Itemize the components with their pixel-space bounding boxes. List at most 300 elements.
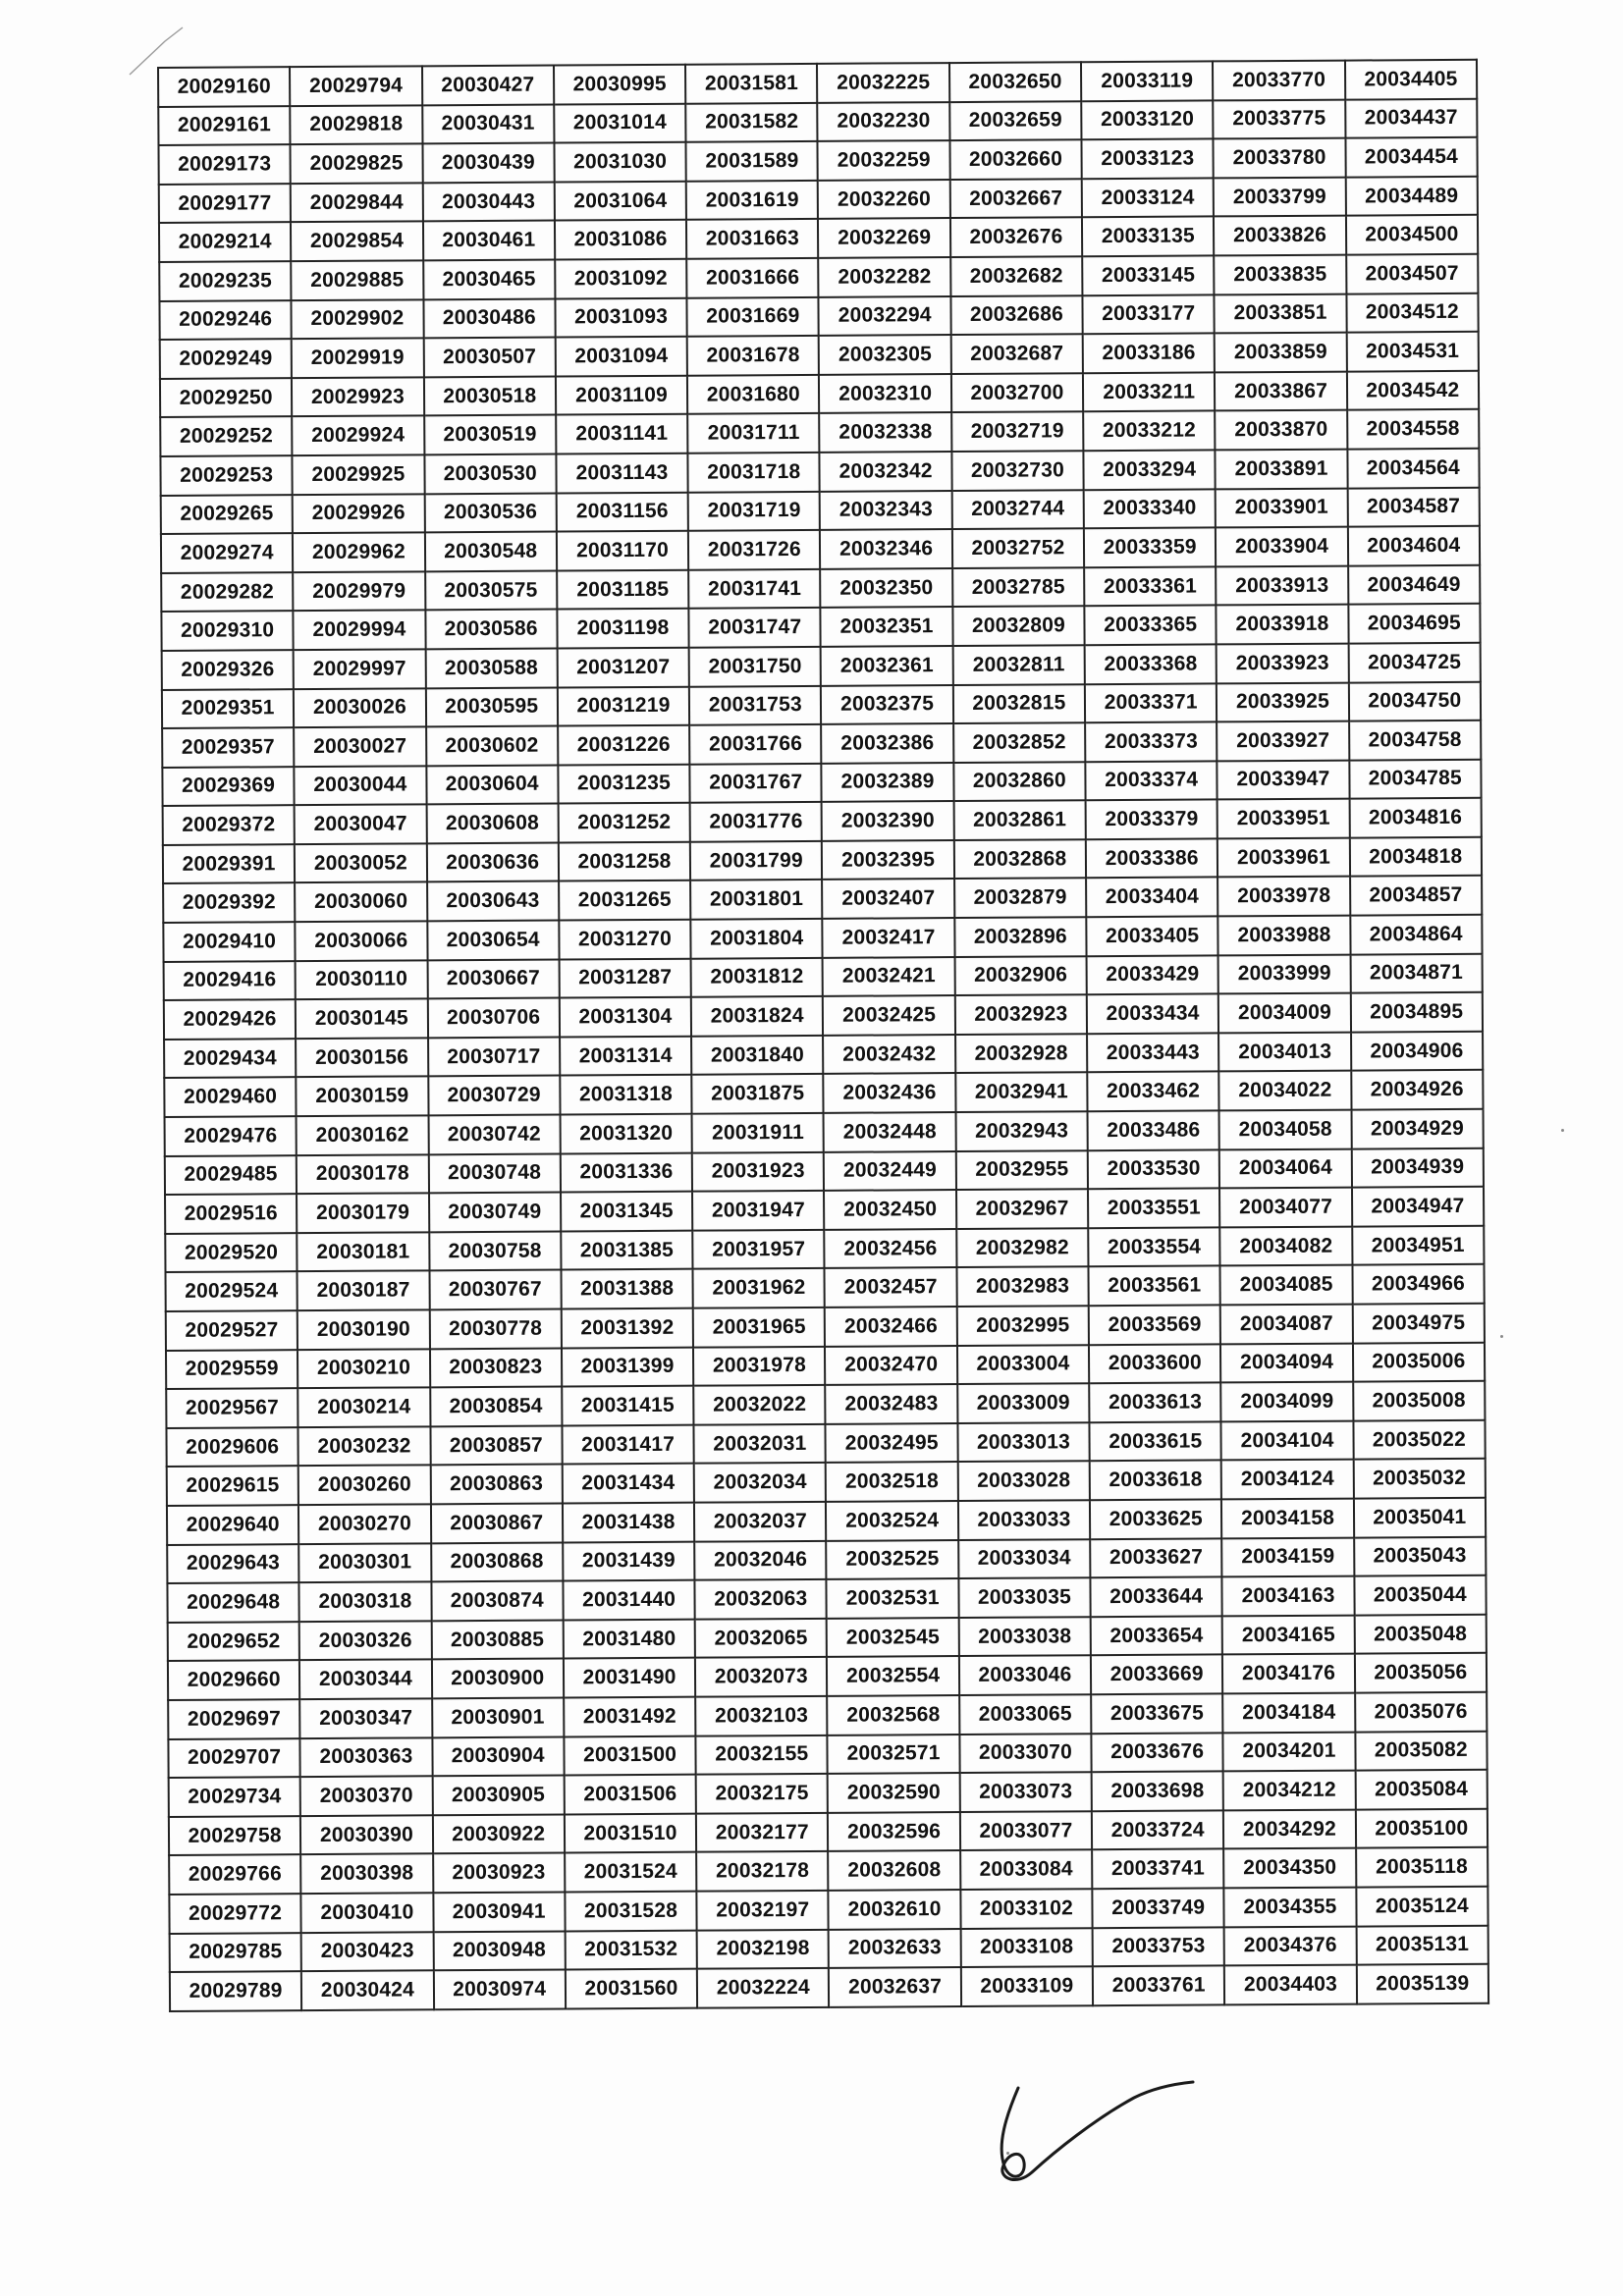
roll-number-cell: 20035043	[1354, 1536, 1487, 1575]
roll-number-cell: 20032342	[820, 452, 952, 491]
roll-number-cell: 20033120	[1081, 100, 1214, 139]
roll-number-cell: 20032596	[828, 1812, 960, 1851]
roll-number-cell: 20029643	[167, 1544, 299, 1583]
roll-number-cell: 20031399	[562, 1347, 694, 1386]
roll-number-cell: 20035124	[1356, 1887, 1488, 1926]
roll-number-cell: 20030854	[430, 1387, 563, 1426]
roll-number-cell: 20032386	[822, 723, 954, 763]
roll-number-cell: 20031581	[685, 64, 818, 103]
roll-number-cell: 20030507	[423, 338, 556, 377]
roll-number-cell: 20032305	[819, 335, 951, 374]
roll-number-cell: 20033135	[1082, 217, 1215, 256]
roll-number-cell: 20033826	[1214, 216, 1346, 255]
roll-number-cell: 20032425	[823, 995, 955, 1035]
roll-number-cell: 20033070	[959, 1734, 1092, 1773]
roll-number-cell: 20033770	[1213, 61, 1345, 100]
roll-number-cell: 20031923	[692, 1151, 825, 1191]
roll-number-cell: 20033961	[1217, 837, 1350, 877]
roll-number-cell: 20030318	[299, 1581, 432, 1621]
roll-number-cell: 20031434	[563, 1464, 695, 1503]
roll-number-cell: 20030162	[297, 1115, 429, 1154]
roll-number-cell: 20029979	[293, 571, 425, 611]
roll-number-cell: 20029177	[159, 184, 292, 223]
roll-number-cell: 20030179	[297, 1194, 429, 1233]
roll-number-cell: 20033741	[1092, 1849, 1224, 1889]
roll-number-cell: 20030443	[422, 182, 555, 221]
roll-number-cell: 20034939	[1351, 1148, 1484, 1187]
roll-number-cell: 20031666	[686, 258, 819, 297]
roll-number-cell: 20033359	[1084, 528, 1217, 567]
roll-number-cell: 20031388	[561, 1269, 693, 1308]
roll-number-cell: 20030758	[429, 1231, 562, 1270]
roll-number-cell: 20031336	[561, 1152, 693, 1192]
roll-number-cell: 20031109	[556, 375, 688, 414]
roll-number-cell: 20030145	[296, 999, 428, 1039]
roll-number-cell: 20029416	[164, 961, 297, 1000]
roll-number-cell: 20031064	[555, 181, 687, 220]
roll-number-cell: 20032495	[826, 1423, 958, 1463]
roll-number-cell: 20031235	[558, 764, 690, 803]
roll-number-cell: 20031776	[690, 802, 823, 841]
roll-number-cell: 20034695	[1348, 604, 1481, 643]
roll-number-cell: 20031156	[557, 492, 689, 531]
roll-number-cell: 20034201	[1223, 1732, 1356, 1771]
roll-number-cell: 20034159	[1222, 1537, 1355, 1576]
roll-number-cell: 20033365	[1084, 606, 1217, 645]
roll-number-cell: 20031439	[563, 1541, 695, 1580]
roll-number-cell: 20033386	[1086, 838, 1218, 878]
roll-number-cell: 20033374	[1085, 761, 1217, 800]
roll-number-cell: 20030901	[432, 1697, 565, 1736]
roll-number-cell: 20034437	[1345, 98, 1478, 137]
roll-number-cell: 20034099	[1221, 1382, 1354, 1421]
roll-number-cell: 20031726	[688, 530, 821, 569]
roll-number-cell: 20029434	[164, 1039, 297, 1078]
roll-number-cell: 20033077	[960, 1811, 1093, 1850]
roll-number-cell: 20034087	[1220, 1305, 1353, 1344]
roll-number-cell: 20032470	[825, 1346, 957, 1385]
roll-number-cell: 20032545	[827, 1618, 959, 1657]
roll-number-cell: 20032809	[952, 607, 1085, 646]
roll-number-cell: 20029410	[163, 922, 296, 961]
roll-number-cell: 20032687	[950, 334, 1083, 373]
roll-number-cell: 20032417	[823, 918, 955, 957]
roll-number-cell: 20030232	[298, 1426, 431, 1466]
roll-number-cell: 20031560	[566, 1969, 698, 2008]
roll-number-cell: 20030190	[298, 1309, 430, 1349]
roll-number-cell: 20033361	[1084, 566, 1217, 606]
roll-number-cell: 20030885	[431, 1620, 564, 1659]
roll-number-cell: 20033851	[1215, 294, 1347, 333]
roll-number-cell: 20033835	[1215, 255, 1347, 294]
roll-number-cell: 20032610	[829, 1890, 961, 1929]
roll-number-cell: 20032659	[949, 101, 1082, 140]
roll-number-cell: 20030717	[428, 1037, 561, 1076]
roll-number-cell: 20031270	[559, 920, 691, 959]
roll-number-cell: 20033486	[1088, 1110, 1220, 1149]
roll-number-cell: 20030857	[430, 1425, 563, 1465]
roll-number-cell: 20033028	[957, 1462, 1090, 1501]
roll-number-cell: 20029854	[291, 222, 423, 261]
roll-number-cell: 20031506	[565, 1775, 697, 1814]
roll-number-cell: 20031086	[555, 220, 687, 259]
roll-number-cell: 20029357	[162, 727, 295, 767]
roll-number-cell: 20029640	[167, 1505, 299, 1544]
roll-number-cell: 20032719	[951, 412, 1084, 452]
roll-number-cell: 20033761	[1093, 1965, 1225, 2004]
roll-number-cell: 20033904	[1216, 527, 1348, 566]
roll-number-cell: 20032343	[820, 491, 952, 530]
roll-number-cell: 20034871	[1350, 953, 1483, 992]
roll-number-cell: 20033780	[1214, 138, 1346, 178]
roll-number-cell: 20032395	[822, 840, 954, 880]
roll-number-cell: 20032073	[695, 1657, 828, 1696]
roll-number-cell: 20033108	[960, 1928, 1093, 1967]
roll-number-cell: 20033145	[1082, 255, 1215, 294]
roll-number-cell: 20032390	[822, 801, 954, 840]
roll-number-cell: 20032448	[824, 1112, 956, 1151]
roll-number-cell: 20032361	[821, 646, 953, 685]
roll-number-cell: 20034966	[1352, 1264, 1485, 1304]
roll-number-cell: 20029902	[292, 299, 424, 339]
roll-number-cell: 20033009	[957, 1383, 1090, 1422]
roll-number-cell: 20029697	[168, 1699, 300, 1738]
roll-number-cell: 20035139	[1357, 1964, 1489, 2003]
roll-number-cell: 20033901	[1216, 488, 1348, 527]
roll-number-cell: 20029789	[170, 1971, 302, 2010]
roll-number-cell: 20031965	[693, 1308, 826, 1347]
roll-number-cell: 20034542	[1347, 371, 1480, 410]
roll-number-cell: 20033123	[1082, 139, 1215, 179]
roll-number-cell: 20034500	[1346, 215, 1479, 254]
roll-number-cell: 20029250	[160, 378, 293, 417]
roll-number-cell: 20032456	[825, 1229, 957, 1268]
roll-number-cell: 20029818	[291, 105, 423, 144]
roll-number-cell: 20029391	[163, 844, 296, 883]
roll-number-cell: 20035100	[1356, 1808, 1488, 1847]
roll-number-cell: 20033429	[1087, 955, 1219, 994]
roll-number-cell: 20030026	[294, 688, 426, 727]
roll-number-cell: 20032860	[953, 762, 1086, 801]
roll-number-cell: 20032571	[828, 1735, 960, 1774]
roll-number-cell: 20034558	[1347, 409, 1480, 449]
roll-number-cell: 20031978	[693, 1346, 826, 1385]
roll-number-cell: 20031500	[564, 1735, 696, 1775]
roll-number-cell: 20029962	[293, 532, 425, 571]
roll-number-cell: 20032815	[953, 684, 1086, 723]
roll-number-cell: 20034816	[1349, 798, 1482, 837]
roll-number-cell: 20030052	[295, 843, 427, 882]
roll-number-cell: 20034104	[1221, 1420, 1354, 1460]
roll-number-cell: 20032103	[695, 1696, 828, 1735]
roll-number-cell: 20033913	[1217, 565, 1349, 605]
roll-number-cell: 20032282	[819, 257, 951, 296]
roll-number-cell: 20031767	[690, 764, 823, 803]
roll-number-cell: 20033669	[1091, 1655, 1223, 1694]
roll-number-cell: 20031438	[563, 1503, 695, 1542]
roll-number-cell: 20029485	[165, 1155, 298, 1195]
roll-number-cell: 20030260	[298, 1466, 431, 1505]
roll-number-cell: 20029606	[166, 1427, 298, 1467]
roll-number-cell: 20033109	[961, 1966, 1094, 2005]
roll-number-cell: 20032432	[824, 1035, 956, 1074]
roll-number-cell: 20030995	[554, 65, 686, 104]
roll-number-cell: 20034564	[1347, 449, 1480, 488]
roll-number-cell: 20033211	[1083, 372, 1216, 411]
roll-number-cell: 20034094	[1220, 1343, 1353, 1382]
roll-number-cell: 20034163	[1222, 1576, 1355, 1616]
roll-number-cell: 20031528	[565, 1892, 697, 1931]
roll-number-cell: 20030178	[297, 1154, 429, 1194]
roll-number-cell: 20031417	[562, 1424, 694, 1464]
roll-number-cell: 20032346	[820, 529, 952, 568]
roll-number-cell: 20034929	[1351, 1109, 1484, 1148]
roll-number-cell: 20030667	[427, 959, 560, 998]
roll-number-cell: 20032338	[820, 412, 952, 452]
roll-number-cell: 20032225	[817, 63, 949, 102]
roll-number-cell: 20030465	[423, 259, 556, 298]
roll-number-cell: 20032906	[954, 956, 1087, 995]
roll-number-cell: 20034649	[1348, 564, 1481, 604]
roll-number-cell: 20034951	[1352, 1226, 1485, 1265]
roll-number-cell: 20033654	[1091, 1616, 1223, 1655]
roll-number-cell: 20033676	[1091, 1733, 1223, 1772]
roll-number-cell: 20033927	[1217, 721, 1349, 761]
roll-number-cell: 20029369	[162, 767, 295, 806]
roll-number-cell: 20034403	[1224, 1965, 1357, 2004]
roll-number-cell: 20031226	[558, 725, 690, 765]
roll-number-cell: 20029326	[162, 650, 295, 689]
roll-number-cell: 20033102	[960, 1889, 1093, 1928]
roll-number-cell: 20033978	[1217, 877, 1350, 916]
roll-number-cell: 20034906	[1351, 1032, 1484, 1071]
roll-number-cell: 20030608	[426, 804, 559, 843]
roll-number-cell: 20031320	[560, 1114, 692, 1153]
roll-number-cell: 20034857	[1350, 876, 1483, 915]
roll-number-cell: 20030398	[300, 1854, 433, 1894]
roll-number-cell: 20030427	[422, 66, 555, 105]
roll-number-cell: 20030027	[294, 726, 426, 766]
roll-number-cell: 20032941	[955, 1073, 1088, 1112]
roll-number-cell: 20033073	[959, 1772, 1092, 1811]
roll-number-cell: 20030044	[295, 766, 427, 805]
roll-number-cell: 20032034	[694, 1463, 827, 1502]
roll-number-cell: 20029919	[292, 339, 424, 378]
roll-number-table-body	[158, 60, 1488, 2011]
roll-number-cell: 20034975	[1352, 1304, 1485, 1343]
roll-number-cell: 20033749	[1092, 1888, 1224, 1927]
handwritten-signature	[977, 2076, 1203, 2194]
roll-number-cell: 20030110	[296, 960, 428, 999]
roll-number-cell: 20032868	[954, 839, 1087, 879]
roll-number-cell: 20030461	[423, 221, 556, 260]
roll-number-cell: 20030548	[424, 532, 557, 571]
roll-number-cell: 20029476	[165, 1116, 298, 1155]
roll-number-cell: 20029235	[159, 261, 292, 300]
roll-number-cell: 20032852	[953, 722, 1086, 762]
roll-number-cell: 20029253	[160, 455, 293, 495]
roll-number-cell: 20032923	[955, 994, 1088, 1034]
roll-number-cell: 20033870	[1216, 410, 1348, 450]
roll-number-cell: 20034165	[1222, 1615, 1355, 1654]
roll-number-cell: 20029426	[164, 999, 297, 1039]
roll-number-cell: 20030729	[428, 1076, 561, 1115]
roll-number-cell: 20032568	[828, 1695, 960, 1735]
roll-number-cell: 20029520	[165, 1233, 298, 1272]
roll-number-cell: 20032421	[823, 957, 955, 996]
roll-number-cell: 20034454	[1345, 137, 1478, 177]
roll-number-cell: 20030767	[429, 1270, 562, 1309]
roll-number-cell: 20031947	[692, 1191, 825, 1230]
roll-number-cell: 20031185	[557, 569, 689, 609]
roll-number-cell: 20033554	[1088, 1227, 1220, 1266]
roll-number-cell: 20032022	[693, 1385, 826, 1424]
roll-number-cell: 20033867	[1215, 371, 1347, 410]
roll-number-cell: 20029282	[161, 572, 294, 612]
roll-number-cell: 20032065	[695, 1619, 828, 1658]
roll-number-cell: 20030904	[432, 1736, 565, 1776]
roll-number-cell: 20031198	[557, 609, 689, 648]
roll-number-cell: 20034082	[1220, 1226, 1353, 1265]
roll-number-cell: 20029246	[159, 300, 292, 340]
roll-number-cell: 20032449	[824, 1151, 956, 1191]
roll-number-cell: 20031170	[557, 531, 689, 570]
roll-number-cell: 20029758	[169, 1816, 301, 1855]
roll-number-cell: 20030370	[300, 1776, 433, 1815]
roll-number-cell: 20031812	[691, 958, 824, 997]
roll-number-cell: 20032660	[949, 139, 1082, 179]
roll-number-cell: 20031799	[690, 841, 823, 881]
roll-number-cell: 20031669	[687, 296, 820, 336]
roll-number-cell: 20032676	[950, 218, 1083, 257]
roll-number-cell: 20035076	[1355, 1692, 1488, 1732]
roll-number-cell: 20034064	[1219, 1148, 1352, 1188]
roll-number-cell: 20035008	[1353, 1381, 1486, 1420]
roll-number-cell: 20034895	[1350, 992, 1483, 1032]
roll-number-cell: 20030586	[425, 610, 558, 649]
roll-number-cell: 20030159	[297, 1077, 429, 1116]
roll-number-cell: 20029648	[167, 1582, 299, 1622]
roll-number-cell: 20030518	[424, 376, 557, 415]
roll-number-cell: 20029249	[160, 339, 293, 378]
roll-number-cell: 20029351	[162, 689, 295, 728]
roll-number-cell: 20029844	[291, 183, 423, 222]
roll-number-cell: 20035041	[1354, 1498, 1487, 1537]
roll-number-cell: 20033035	[958, 1577, 1091, 1617]
roll-number-cell: 20031318	[560, 1075, 692, 1114]
roll-number-cell: 20033379	[1086, 800, 1218, 839]
roll-number-cell: 20032175	[696, 1774, 829, 1813]
roll-number-cell: 20030423	[301, 1932, 434, 1971]
roll-number-cell: 20032928	[955, 1034, 1088, 1073]
roll-number-cell: 20032525	[827, 1540, 959, 1579]
roll-number-cell: 20031143	[556, 454, 688, 493]
roll-number-cell: 20033034	[958, 1539, 1091, 1578]
roll-number-cell: 20030536	[424, 493, 557, 532]
roll-number-cell: 20029214	[159, 223, 292, 262]
roll-number-cell: 20030595	[425, 687, 558, 726]
roll-number-cell: 20034058	[1219, 1110, 1352, 1149]
roll-number-cell: 20031804	[691, 919, 824, 958]
roll-number-cell: 20030156	[296, 1038, 428, 1077]
roll-number-cell: 20030604	[426, 765, 559, 804]
roll-number-cell: 20032389	[822, 763, 954, 802]
roll-number-cell: 20034725	[1348, 643, 1481, 682]
roll-number-cell: 20034176	[1222, 1654, 1355, 1693]
roll-number-cell: 20032466	[825, 1307, 957, 1346]
roll-number-cell: 20029923	[292, 377, 424, 416]
scan-speck	[1561, 1129, 1564, 1132]
roll-number-cell: 20032037	[694, 1502, 827, 1541]
roll-number-cell: 20032407	[823, 880, 955, 919]
roll-number-cell: 20031589	[686, 141, 819, 181]
roll-number-cell: 20033551	[1088, 1189, 1220, 1228]
roll-number-cell: 20029652	[168, 1622, 300, 1661]
roll-number-cell: 20030588	[425, 648, 558, 687]
roll-number-cell: 20030748	[428, 1153, 561, 1193]
roll-number-cell: 20030187	[298, 1271, 430, 1310]
roll-number-cell: 20032457	[825, 1267, 957, 1307]
roll-number-cell: 20034785	[1349, 759, 1482, 798]
roll-number-cell: 20034604	[1348, 526, 1481, 565]
roll-number-cell: 20032633	[829, 1929, 961, 1968]
roll-number-cell: 20035118	[1356, 1847, 1488, 1887]
roll-number-cell: 20033569	[1089, 1305, 1221, 1344]
roll-number-cell: 20033561	[1089, 1266, 1221, 1306]
roll-number-cell: 20032178	[696, 1851, 829, 1891]
roll-number-cell: 20033294	[1083, 450, 1216, 489]
roll-number-cell: 20032730	[951, 451, 1084, 490]
roll-number-cell: 20032483	[826, 1384, 958, 1423]
roll-number-cell: 20034750	[1349, 681, 1482, 721]
roll-number-cell: 20033124	[1082, 178, 1215, 217]
roll-number-cell: 20030863	[430, 1465, 563, 1504]
roll-number-cell: 20030575	[425, 570, 558, 610]
roll-number-cell: 20031711	[687, 413, 820, 453]
roll-number-cell: 20030530	[424, 454, 557, 493]
roll-number-cell: 20030390	[300, 1815, 433, 1854]
roll-number-cell: 20030066	[296, 921, 428, 960]
roll-number-cell: 20034405	[1345, 60, 1478, 99]
roll-number-cell: 20032955	[956, 1150, 1089, 1190]
roll-number-cell: 20032744	[951, 490, 1084, 529]
roll-number-cell: 20033775	[1214, 99, 1346, 138]
roll-number-cell: 20030749	[429, 1193, 562, 1232]
roll-number-cell: 20031680	[687, 375, 820, 414]
roll-number-cell: 20031207	[558, 648, 690, 687]
roll-number-cell: 20030874	[431, 1581, 564, 1621]
roll-number-cell: 20033368	[1085, 644, 1217, 683]
roll-number-cell: 20031678	[687, 336, 820, 375]
roll-number-cell: 20031092	[555, 259, 687, 298]
roll-number-cell: 20029997	[294, 649, 426, 688]
roll-number-cell: 20032682	[950, 256, 1083, 295]
roll-number-cell: 20031582	[685, 102, 818, 141]
roll-number-cell: 20033038	[958, 1617, 1091, 1656]
roll-number-cell: 20034512	[1346, 293, 1479, 332]
roll-number-cell: 20033753	[1093, 1927, 1225, 1966]
roll-number-cell: 20033443	[1087, 1033, 1219, 1072]
roll-number-cell: 20029160	[158, 67, 291, 106]
roll-number-cell: 20030047	[295, 805, 427, 844]
roll-number-cell: 20029392	[163, 883, 296, 923]
roll-number-cell: 20032197	[697, 1891, 830, 1930]
roll-number-cell: 20030439	[422, 143, 555, 183]
roll-number-cell: 20035082	[1355, 1731, 1488, 1770]
roll-number-cell: 20032375	[821, 685, 953, 724]
roll-number-cell: 20031014	[554, 103, 686, 142]
roll-number-cell: 20033405	[1086, 916, 1218, 955]
